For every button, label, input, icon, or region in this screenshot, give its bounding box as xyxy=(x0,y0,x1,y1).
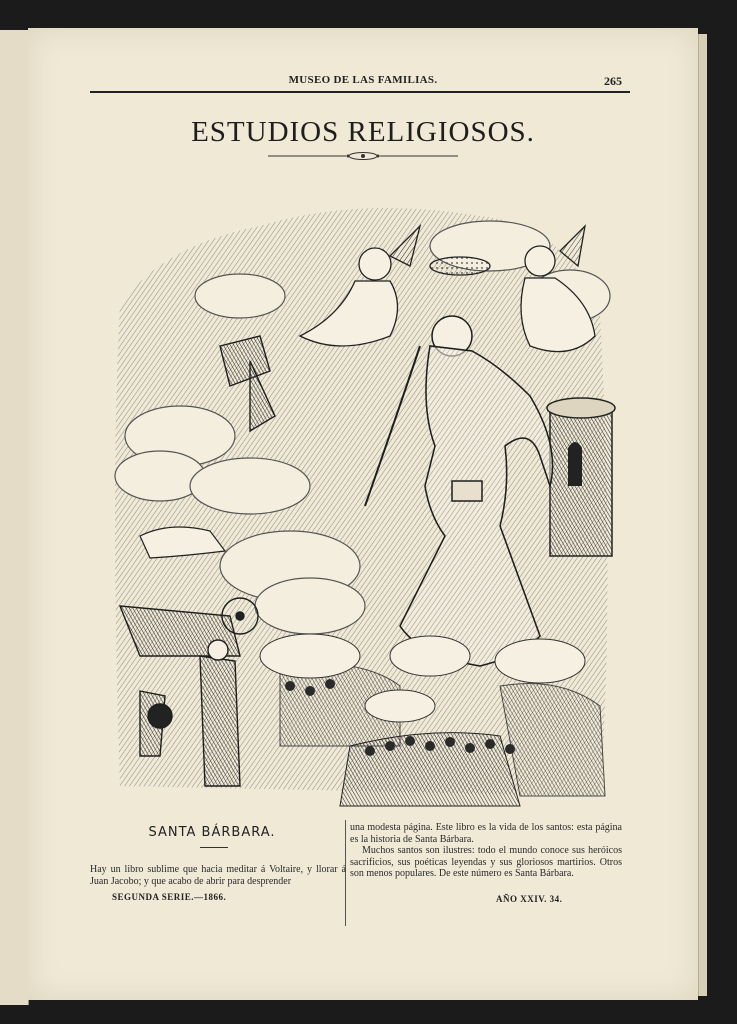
book-page xyxy=(28,28,698,1000)
section-heading: SANTA BÁRBARA. xyxy=(148,825,276,840)
left-column xyxy=(90,864,346,887)
page-number: 265 xyxy=(604,74,622,88)
running-title: MUSEO DE LAS FAMILIAS. xyxy=(288,74,438,86)
section-rule xyxy=(200,847,228,848)
left-column-text: Hay un libro sublime que hacia meditar á Voltaire, y llorar á Juan Jacobo; y que acabo de abrir para desprender xyxy=(90,864,346,887)
facing-page-edge xyxy=(0,30,29,1005)
page-stack-edge xyxy=(698,34,707,996)
right-column-text-b: Muchos santos son ilustres: todo el mundo conoce sus heróicos sacrificios, sus poéticas leyendas y sus gloriosos martirios. Otros son menos populares. De este número es Santa Bárbara. xyxy=(350,845,622,879)
page-title: ESTUDIOS RELIGIOSOS. xyxy=(191,116,535,148)
right-column xyxy=(350,822,622,880)
flourish-ornament xyxy=(268,150,458,162)
header-rule xyxy=(90,91,630,93)
santa-barbara-engraving xyxy=(100,186,620,816)
series-label: SEGUNDA SERIE.—1866. xyxy=(112,892,227,902)
right-column-text: una modesta página. Este libro es la vida de los santos: esta página es la historia de Santa Bárbara. xyxy=(350,822,622,845)
year-label: AÑO XXIV. 34. xyxy=(496,894,563,904)
